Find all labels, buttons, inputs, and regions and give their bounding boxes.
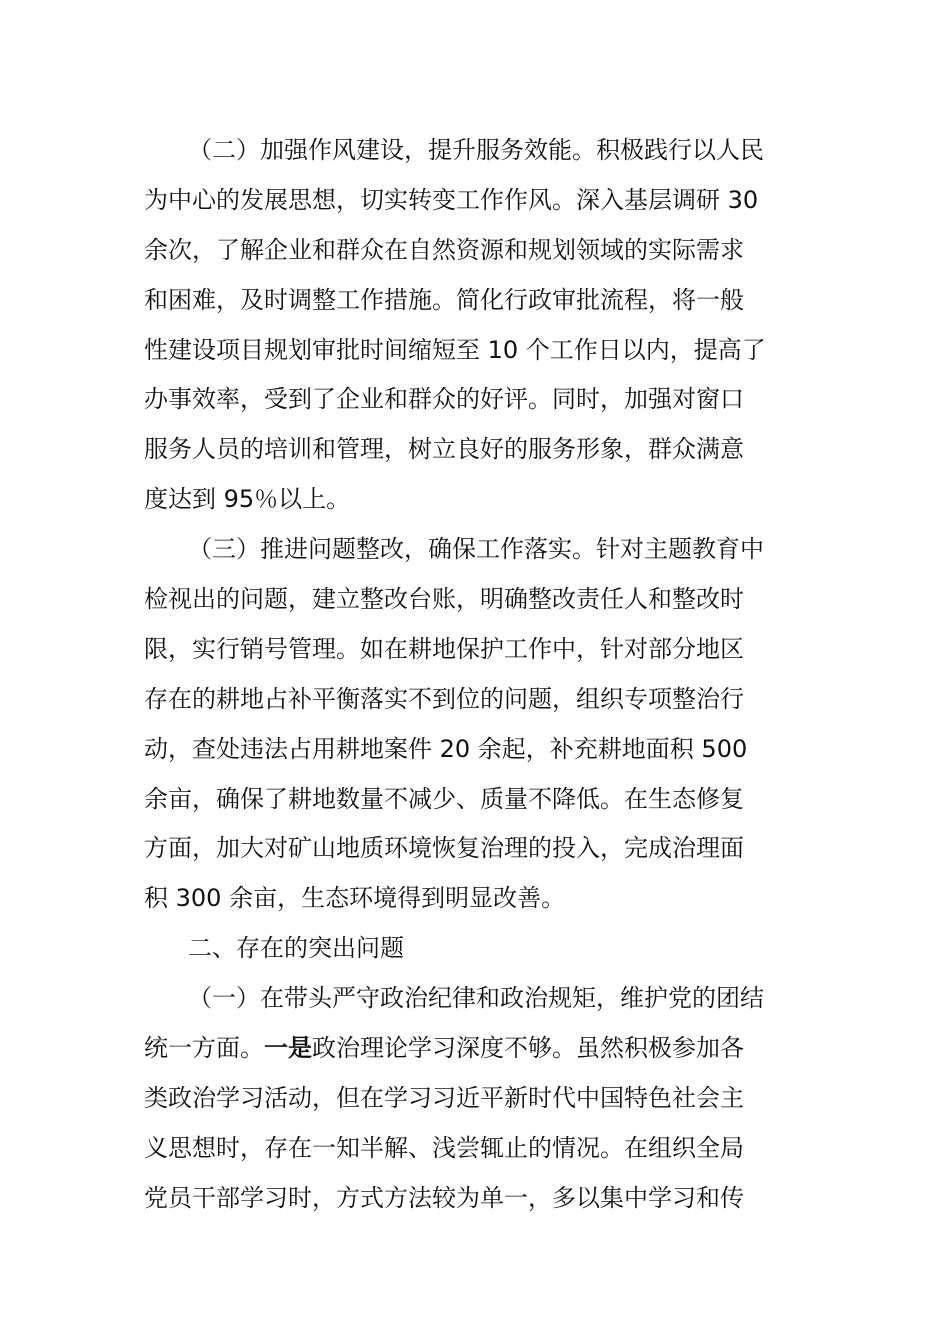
paragraph-2-line-5: 性建设项目规划审批时间缩短至 10 个工作日以内，提高了	[144, 335, 766, 364]
paragraph-4-line-2-rest: 政治理论学习深度不够。虽然积极参加各	[312, 1034, 744, 1063]
paragraph-3-line-1: （三）推进问题整改，确保工作落实。针对主题教育中	[188, 535, 764, 564]
paragraph-3-line-4: 存在的耕地占补平衡落实不到位的问题，组织专项整治行	[144, 684, 744, 713]
paragraph-3-line-6: 余亩，确保了耕地数量不减少、质量不降低。在生态修复	[144, 784, 744, 813]
paragraph-2-line-1: （二）加强作风建设，提升服务效能。积极践行以人民	[188, 136, 764, 164]
paragraph-2-line-7: 服务人员的培训和管理，树立良好的服务形象，群众满意	[144, 435, 744, 464]
paragraph-4-line-1: （一）在带头严守政治纪律和政治规矩，维护党的团结	[188, 984, 764, 1013]
document-body	[144, 126, 804, 1224]
paragraph-3-line-2: 检视出的问题，建立整改台账，明确整改责任人和整改时	[144, 585, 744, 614]
paragraph-2-line-3: 余次，了解企业和群众在自然资源和规划领域的实际需求	[144, 235, 744, 264]
paragraph-4-line-2	[144, 1024, 804, 1074]
paragraph-3-line-8: 积 300 余亩，生态环境得到明显改善。	[144, 884, 566, 913]
paragraph-4-line-2-lead: 统一方面。	[144, 1034, 264, 1063]
paragraph-4-line-5: 党员干部学习时，方式方法较为单一，多以集中学习和传	[144, 1183, 744, 1212]
paragraph-3-line-3: 限，实行销号管理。如在耕地保护工作中，针对部分地区	[144, 634, 744, 663]
paragraph-2-line-2: 为中心的发展思想，切实转变工作作风。深入基层调研 30	[144, 185, 759, 214]
bold-marker: 一是	[264, 1034, 312, 1063]
paragraph-2-line-6: 办事效率，受到了企业和群众的好评。同时，加强对窗口	[144, 385, 744, 414]
paragraph-2-line-8: 度达到 95％以上。	[144, 485, 351, 514]
paragraph-3-line-7: 方面，加大对矿山地质环境恢复治理的投入，完成治理面	[144, 834, 744, 863]
paragraph-4-line-3: 类政治学习活动，但在学习习近平新时代中国特色社会主	[144, 1083, 744, 1112]
paragraph-4-line-4: 义思想时，存在一知半解、浅尝辄止的情况。在组织全局	[144, 1133, 744, 1162]
section-heading: 二、存在的突出问题	[188, 934, 404, 963]
paragraph-2-line-4: 和困难，及时调整工作措施。简化行政审批流程，将一般	[144, 285, 744, 314]
paragraph-3-line-5: 动，查处违法占用耕地案件 20 余起，补充耕地面积 500	[144, 734, 748, 763]
